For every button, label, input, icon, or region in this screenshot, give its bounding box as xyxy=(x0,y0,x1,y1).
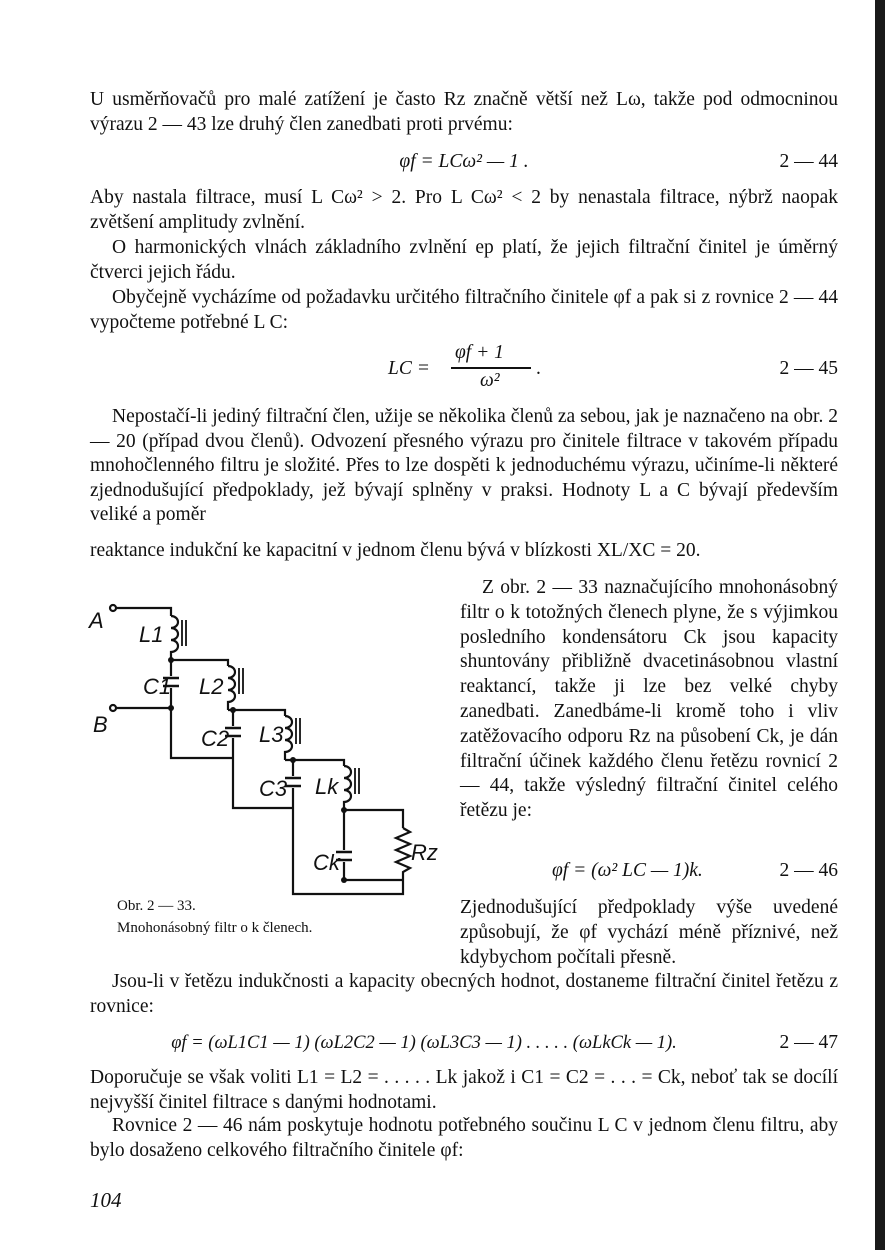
label-ck: Ck xyxy=(313,850,340,875)
inductor-l3 xyxy=(285,716,292,760)
label-rz: Rz xyxy=(411,840,438,865)
equation-2-45-number: 2 — 45 xyxy=(779,358,838,379)
inductor-l1 xyxy=(171,616,178,660)
equation-2-45-numerator: φf + 1 xyxy=(455,342,504,363)
equation-2-46-formula: φf = (ω² LC — 1)k. xyxy=(552,860,703,881)
equation-2-47-number: 2 — 47 xyxy=(779,1032,838,1053)
terminal-a xyxy=(110,605,116,611)
wire-a xyxy=(116,608,171,616)
paragraph-2: Aby nastala filtrace, musí L Cω² > 2. Pro L Cω² < 2 by nenastala filtrace, nýbrž naopak zvětšení amplitudy zvlnění. xyxy=(90,187,838,233)
equation-2-47-formula: φf = (ωL1C1 — 1) (ωL2C2 — 1) (ωL3C3 — 1) . . . . . (ωLkCk — 1). xyxy=(171,1033,677,1053)
equation-2-45-lhs: LC = xyxy=(388,358,430,379)
label-c2: C2 xyxy=(201,726,230,751)
equation-2-44-formula: φf = LCω² — 1 . xyxy=(399,151,529,172)
page-number: 104 xyxy=(90,1188,122,1212)
paragraph-4: Obyčejně vycházíme od požadavku určitého filtračního činitele φf a pak si z rovnice 2 — 44 vypočteme potřebné L C: xyxy=(90,287,838,333)
equation-2-44-number: 2 — 44 xyxy=(779,151,838,172)
page-edge-shadow xyxy=(875,0,885,1250)
inductor-l2 xyxy=(228,666,235,710)
label-b: B xyxy=(93,712,108,737)
paragraph-3: O harmonických vlnách základního zvlnění ep platí, že jejich filtrační činitel je úměrný čtverci jejich řádu. xyxy=(90,237,838,283)
figure-caption-title: Obr. 2 — 33. xyxy=(117,898,196,914)
figure-caption-text: Mnohonásobný filtr o k členech. xyxy=(117,920,313,936)
capacitor-c3 xyxy=(285,778,301,786)
equation-2-46-number: 2 — 46 xyxy=(779,860,838,881)
equation-2-44 xyxy=(90,149,838,175)
paragraph-1: U usměrňovačů pro malé zatížení je často Rz značně větší než Lω, takže pod odmocninou výrazu 2 — 43 lze druhý člen zanedbati proti prvému: xyxy=(90,89,838,135)
equation-2-45: LC = φf + 1 ω² . 2 — 45 xyxy=(388,342,838,391)
resistor-rz xyxy=(396,828,410,880)
label-l3: L3 xyxy=(259,722,284,747)
filter-circuit-diagram xyxy=(85,598,445,910)
paragraph-5: Nepostačí-li jediný filtrační člen, užije se několika členů za sebou, jak je naznačeno na obr. 2 — 20 (případ dvou členů). Odvození přesného výrazu pro činitele filtrace v takovém případu mnohočlenného filtru je složité. Přes to lze dospěti k jednoduchému výrazu, učiníme-li některé zjednodušující předpoklady, jež bývají splněny v praksi. Hodnoty L a C bývají především veliké a poměr xyxy=(90,406,838,525)
label-l2: L2 xyxy=(199,674,224,699)
terminal-b xyxy=(110,705,116,711)
inductor-lk xyxy=(344,766,351,810)
paragraph-6: Z obr. 2 — 33 naznačujícího mnohonásobný filtr o k totožných členech plyne, že s výjimkou posledního kondensátoru Ck jsou kapacity shuntovány přibližně dvacetinásobnou vlastní reaktancí, takže ji lze bez velké chyby zanedbati. Zanedbáme-li kromě toho i vliv zatěžovacího odporu Rz na působení Ck, je dán filtrační účinek každého členu řetězu rovnicí 2 — 44, takže výsledný filtrační činitel celého řetězu je: xyxy=(460,577,838,822)
label-c1: C1 xyxy=(143,674,172,699)
label-c3: C3 xyxy=(259,776,288,801)
paragraph-7: Zjednodušující předpoklady výše uvedené způsobují, že φf vychází méně příznivé, než kdybychom počítali přesně. xyxy=(460,897,838,968)
paragraph-9: Doporučuje se však voliti L1 = L2 = . . . . . Lk jakož i C1 = C2 = . . . = Ck, neboť tak se docílí nejvyšší činitel filtrace s danými hodnotami. xyxy=(90,1067,838,1113)
paragraph-8: Jsou-li v řetězu indukčnosti a kapacity obecných hodnot, dostaneme filtrační činitel řetězu z rovnice: xyxy=(90,971,838,1017)
label-l1: L1 xyxy=(139,622,164,647)
inductor-l1-core xyxy=(182,620,186,646)
label-a: A xyxy=(89,608,104,633)
equation-2-46 xyxy=(552,858,838,884)
equation-2-47 xyxy=(90,1030,838,1056)
paragraph-5b: reaktance indukční ke kapacitní v jednom členu bývá v blízkosti XL/XC = 20. xyxy=(90,540,701,561)
fraction-bar xyxy=(451,367,531,369)
paragraph-10: Rovnice 2 — 46 nám poskytuje hodnotu potřebného součinu L C v jednom členu filtru, aby bylo dosaženo celkového filtračního činitele φf: xyxy=(90,1115,838,1161)
equation-2-45-denominator: ω² xyxy=(480,370,500,391)
label-lk: Lk xyxy=(315,774,339,799)
